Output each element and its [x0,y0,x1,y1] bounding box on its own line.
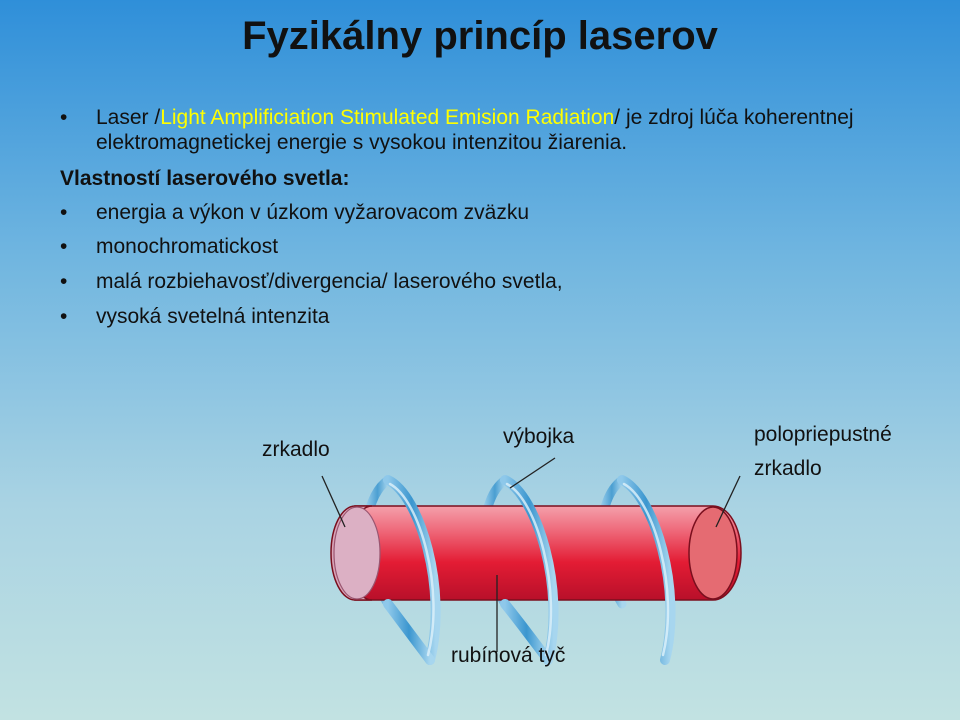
intro-prefix: Laser / [96,106,161,129]
label-mirror: zrkadlo [262,438,330,461]
properties-heading: Vlastností laserového svetla: [60,166,350,190]
property-item: • energia a výkon v úzkom vyžarovacom zväzku [60,201,910,226]
semi-mirror-end [689,507,737,599]
property-item: • vysoká svetelná intenzita [60,305,910,330]
intro-highlight: Light Amplificiation Stimulated Emision Radiation [160,106,615,129]
label-semi-mirror-line1: polopriepustné [754,423,892,446]
mirror-face [334,507,380,599]
label-discharge: výbojka [503,425,575,448]
label-ruby-rod: rubínová tyč [451,644,566,667]
intro-suffix: / je zdroj lúča koherentnej elektromagnetickej energie s vysokou intenzitou žiarenia. [96,106,854,154]
property-item: • malá rozbiehavosť/divergencia/ laserového svetla, [60,270,910,295]
slide-title: Fyzikálny princíp laserov [242,14,718,58]
property-item: • monochromatickost [60,235,910,260]
label-semi-mirror-line2: zrkadlo [754,457,822,480]
